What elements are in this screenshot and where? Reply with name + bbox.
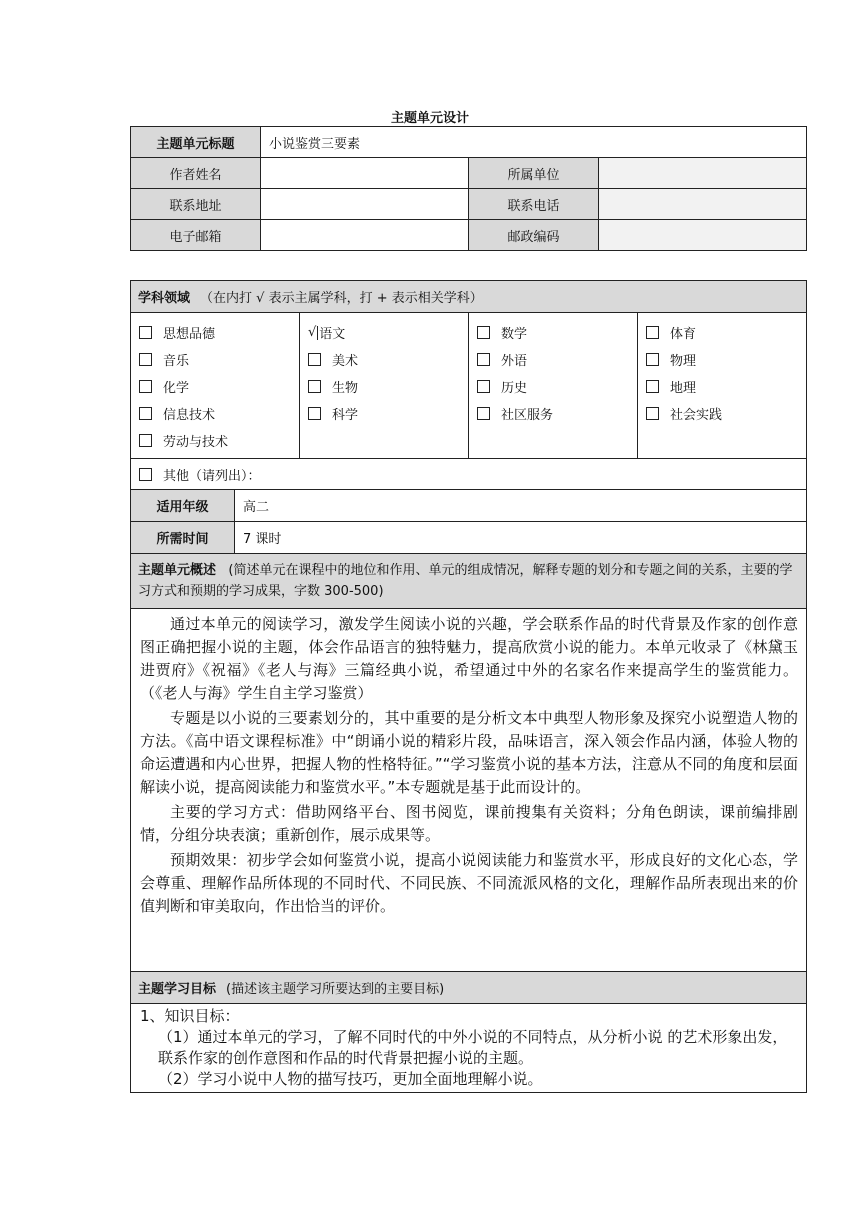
subject-item[interactable]: 劳动与技术 [139,427,299,454]
address-label: 联系地址 [131,189,261,220]
checkbox-icon[interactable] [139,468,152,481]
subject-item[interactable]: 外语 [477,346,637,373]
other-subject-row [131,459,807,490]
email-field[interactable] [261,220,469,251]
subject-column-1 [131,313,300,458]
subject-item[interactable]: 美术 [308,346,468,373]
overview-header [131,554,807,609]
checkbox-icon[interactable] [646,353,659,366]
checkbox-icon[interactable] [646,380,659,393]
subject-item[interactable]: 化学 [139,373,299,400]
overview-paragraph: 专题是以小说的三要素划分的，其中重要的是分析文本中典型人物形象及探究小说塑造人物的方法。《高中语文课程标准》中“朗诵小说的精彩片段，品味语言，深入领会作品内涵，体验人物的命运遭遇和内心世界，把握人物的性格特征。”“学习鉴赏小说的基本方法，注意从不同的角度和层面解读小说，提高阅读能力和鉴赏水平。”本专题就是基于此而设计的。 [140,709,799,796]
time-value[interactable]: 7 课时 [235,522,807,554]
overview-paragraph: 通过本单元的阅读学习，激发学生阅读小说的兴趣，学会联系作品的时代背景及作家的创作意图正确把握小说的主题，体会作品语言的独特魅力，提高欣赏小说的能力。本单元收录了《林黛玉进贾府》《祝福》《老人与海》三篇经典小说，希望通过中外的名家名作来提高学生的鉴赏能力。（《老人与海》学生自主学习鉴赏） [140,615,799,702]
checkmark-icon[interactable]: √ [308,325,317,340]
grade-label: 适用年级 [131,490,235,522]
checkbox-icon[interactable] [308,407,321,420]
unit-label: 所属单位 [469,158,599,189]
checkbox-icon[interactable] [139,407,152,420]
author-label: 作者姓名 [131,158,261,189]
time-label: 所需时间 [131,522,235,554]
goal-line: （1）通过本单元的学习，了解不同时代的中外小说的不同特点，从分析小说 的艺术形象出发，联系作家的创作意图和作品的时代背景把握小说的主题。 [158,1028,788,1067]
subject-column-4 [638,313,807,458]
checkbox-icon[interactable] [477,353,490,366]
document-title: 主题单元设计 [390,111,469,126]
subject-item[interactable]: 信息技术 [139,400,299,427]
subject-item[interactable]: 社区服务 [477,400,637,427]
grade-value[interactable]: 高二 [235,490,807,522]
checkbox-icon[interactable] [646,407,659,420]
subject-item[interactable]: 数学 [477,319,637,346]
goals-header [131,972,807,1004]
overview-body[interactable] [131,609,807,972]
subject-section-header [131,281,807,313]
goal-line: 1、知识目标： [140,1007,240,1025]
title-value[interactable]: 小说鉴赏三要素 [261,127,807,158]
subject-item[interactable]: 思想品德 [139,319,299,346]
phone-label: 联系电话 [469,189,599,220]
subject-item-checked[interactable]: √ 语文 [308,325,346,342]
subject-item[interactable]: 历史 [477,373,637,400]
postcode-label: 邮政编码 [469,220,599,251]
checkbox-icon[interactable] [308,380,321,393]
subject-item[interactable]: 生物 [308,373,468,400]
overview-paragraph: 主要的学习方式：借助网络平台、图书阅览，课前搜集有关资料；分角色朗读，课前编排剧情，分组分块表演；重新创作，展示成果等。 [140,803,799,844]
checkbox-icon[interactable] [477,407,490,420]
overview-instruction: (简述单元在课程中的地位和作用、单元的组成情况，解释专题的划分和专题之间的关系，主要的学习方式和预期的学习成果，字数 300-500) [138,563,793,599]
subject-heading: 学科领域 [138,291,191,306]
subject-item[interactable]: 科学 [308,400,468,427]
subject-item[interactable]: 社会实践 [646,400,807,427]
subject-instruction: （在内打 √ 表示主属学科，打 + 表示相关学科） [200,291,483,306]
subject-item[interactable]: 地理 [646,373,807,400]
title-label: 主题单元标题 [131,127,261,158]
checkbox-icon[interactable] [139,434,152,447]
checkbox-icon[interactable] [139,353,152,366]
overview-heading: 主题单元概述 [138,563,217,578]
email-label: 电子邮箱 [131,220,261,251]
goals-body[interactable] [131,1004,807,1093]
subject-item[interactable]: 音乐 [139,346,299,373]
checkbox-icon[interactable] [646,326,659,339]
subject-item[interactable]: 物理 [646,346,807,373]
checkbox-icon[interactable] [308,353,321,366]
checkbox-icon[interactable] [477,326,490,339]
goals-heading: 主题学习目标 [138,982,217,997]
info-table [130,126,807,251]
unit-field[interactable] [599,158,807,189]
subject-item[interactable]: 体育 [646,319,807,346]
checkbox-icon[interactable] [139,380,152,393]
other-subject-item[interactable]: 其他（请列出）： [131,459,806,489]
goal-line: （2）学习小说中人物的描写技巧，更加全面地理解小说。 [158,1070,543,1088]
checkbox-icon[interactable] [139,326,152,339]
author-field[interactable] [261,158,469,189]
design-table [130,280,807,1093]
goals-instruction: (描述该主题学习所要达到的主要目标) [226,982,445,997]
checkbox-icon[interactable] [477,380,490,393]
postcode-field[interactable] [599,220,807,251]
subject-column-3 [469,313,638,458]
overview-paragraph: 预期效果：初步学会如何鉴赏小说，提高小说阅读能力和鉴赏水平，形成良好的文化心态，学会尊重、理解作品所体现的不同时代、不同民族、不同流派风格的文化，理解作品所表现出来的价值判断和审美取向，作出恰当的评价。 [140,851,799,915]
subject-checklist [131,313,807,459]
address-field[interactable] [261,189,469,220]
subject-column-2 [300,313,469,458]
phone-field[interactable] [599,189,807,220]
